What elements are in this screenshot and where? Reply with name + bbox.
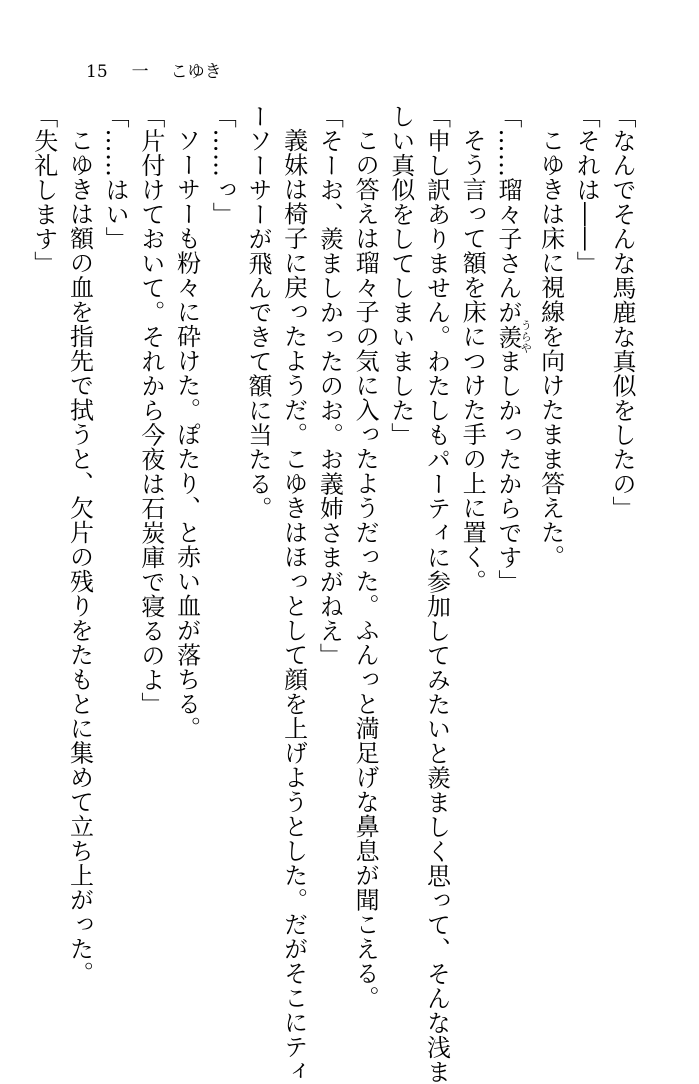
text-segment: 「……瑠々子さんが bbox=[493, 104, 522, 325]
ruby-reading: うらや bbox=[519, 319, 533, 354]
text-line: ーソーサーが飛んできて額に当たる。 bbox=[243, 104, 272, 521]
text-line: 「なんでそんな馬鹿な真似をしたの」 bbox=[608, 104, 636, 521]
ruby-base: 羨 bbox=[493, 319, 522, 354]
ruby-annotation bbox=[493, 319, 533, 354]
text-line: この答えは瑠々子の気に入ったようだった。ふんっと満足げな鼻息が聞こえる。 bbox=[351, 128, 380, 1010]
text-line: 「片付けておいて。それから今夜は石炭庫で寝るのよ」 bbox=[136, 104, 165, 717]
text-segment: ましかったからです」 bbox=[493, 349, 522, 594]
text-line: ソーサーも粉々に砕けた。ぽたり、と赤い血が落ちる。 bbox=[172, 128, 201, 741]
text-line: 「失礼します」 bbox=[29, 104, 58, 276]
text-line: こゆきは額の血を指先で拭うと、欠片の残りをたもとに集めて立ち上がった。 bbox=[65, 128, 94, 986]
text-line: こゆきは床に視線を向けたまま答えた。 bbox=[536, 128, 565, 569]
text-line: 「申し訳ありません。わたしもパーティに参加してみたいと羨ましく思って、そんな浅ま bbox=[422, 104, 451, 1084]
text-line: 「……っ」 bbox=[208, 104, 237, 227]
text-line: 「それは――」 bbox=[572, 104, 601, 276]
page-number: 15 bbox=[86, 62, 108, 82]
chapter-title: こゆき bbox=[170, 62, 222, 82]
text-line-with-ruby bbox=[489, 104, 532, 984]
vertical-body-text bbox=[25, 104, 639, 1084]
page-header bbox=[86, 57, 222, 82]
text-line: 「……はい」 bbox=[101, 104, 130, 251]
text-line: しい真似をしてしまいました」 bbox=[386, 104, 415, 447]
text-line: 「そーお、羨ましかったのお。お義姉さまがねえ」 bbox=[315, 104, 344, 668]
text-line: そう言って額を床につけた手の上に置く。 bbox=[458, 128, 487, 594]
header-dash: 一 bbox=[131, 62, 149, 82]
text-line: 義妹は椅子に戻ったようだ。こゆきはほっとして顔を上げようとした。だがそこにティ bbox=[279, 128, 308, 1084]
